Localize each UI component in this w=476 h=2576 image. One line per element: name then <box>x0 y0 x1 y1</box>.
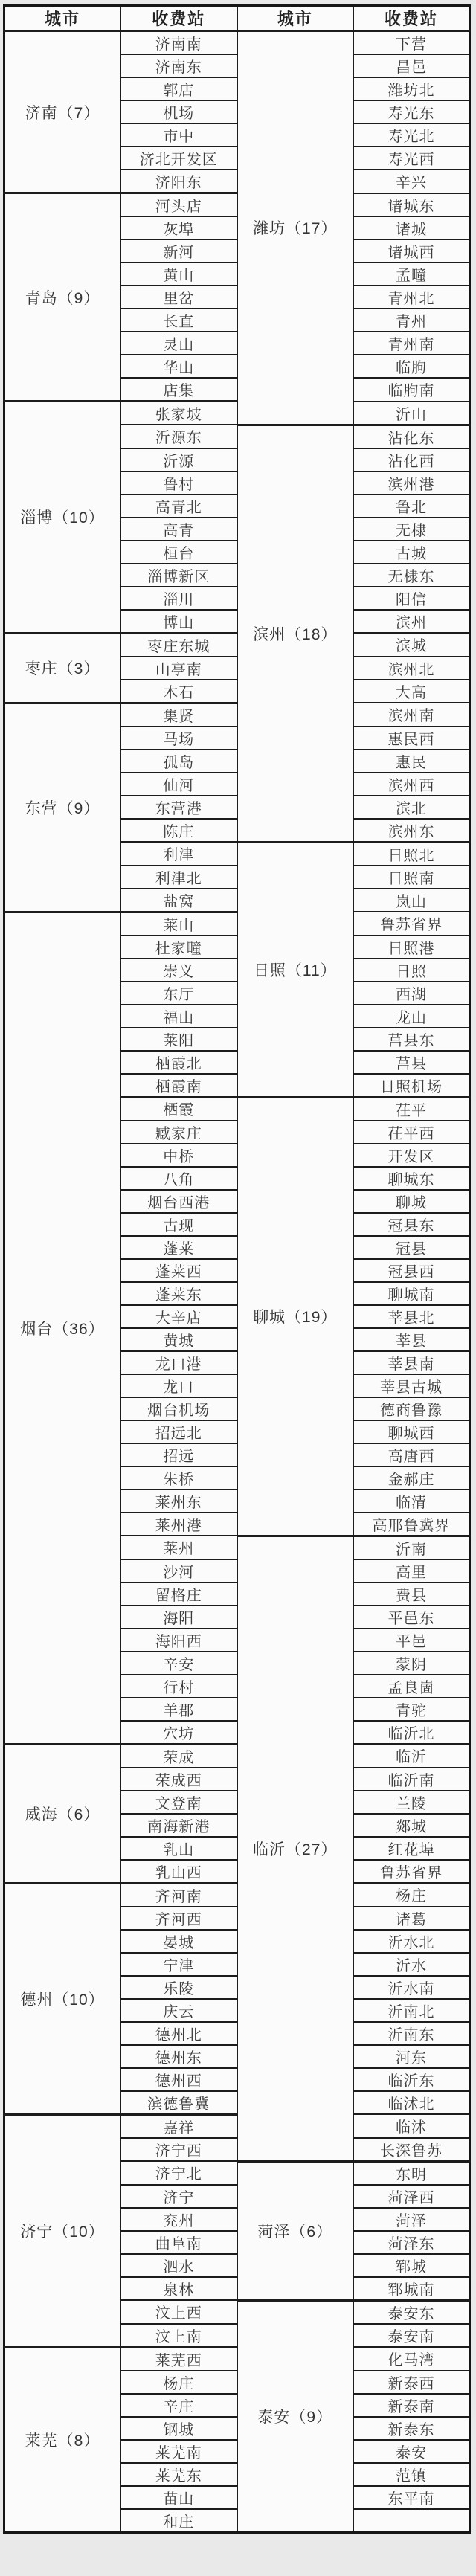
left-station-cell: 莱山 <box>120 912 237 936</box>
left-station-cell: 蓬莱东 <box>120 1282 237 1305</box>
right-station-cell: 滨州港 <box>353 471 470 495</box>
left-station-cell: 淄川 <box>120 587 237 610</box>
right-station-cell: 河东 <box>353 2045 470 2068</box>
left-station-cell: 崇义 <box>120 959 237 982</box>
right-station-cell: 沂南 <box>353 1536 470 1559</box>
right-station-cell: 临沂 <box>353 1744 470 1768</box>
left-station-cell: 济北开发区 <box>120 146 237 170</box>
left-city-cell: 枣庄（3） <box>4 633 121 703</box>
left-station-cell: 德州东 <box>120 2045 237 2068</box>
right-station-cell: 临朐南 <box>353 378 470 402</box>
left-station-cell: 东营港 <box>120 796 237 819</box>
right-station-cell: 西湖 <box>353 982 470 1005</box>
right-station-cell: 滨城 <box>353 633 470 657</box>
right-station-cell: 化马湾 <box>353 2347 470 2371</box>
right-station-cell: 新泰东 <box>353 2417 470 2440</box>
left-station-cell: 招远 <box>120 1443 237 1466</box>
right-station-cell: 滨州南 <box>353 703 470 727</box>
left-city-cell: 济南（7） <box>4 31 121 193</box>
left-station-cell: 德州西 <box>120 2068 237 2091</box>
right-station-cell: 沾化东 <box>353 425 470 448</box>
toll-stations-table <box>3 4 471 2534</box>
left-station-cell: 钢城 <box>120 2417 237 2440</box>
right-station-cell: 新泰南 <box>353 2394 470 2417</box>
right-station-cell: 寿光北 <box>353 123 470 146</box>
left-station-cell: 沂源 <box>120 448 237 471</box>
left-station-cell: 市中 <box>120 123 237 146</box>
left-station-cell: 沂源东 <box>120 425 237 448</box>
left-station-cell: 晏城 <box>120 1930 237 1953</box>
right-station-cell: 辛兴 <box>353 170 470 193</box>
table-row <box>4 31 470 55</box>
left-station-cell: 留格庄 <box>120 1582 237 1606</box>
right-station-cell: 红花埠 <box>353 1837 470 1860</box>
right-station-cell: 金郝庄 <box>353 1466 470 1490</box>
right-station-cell: 菏泽 <box>353 2208 470 2231</box>
left-station-cell: 庆云 <box>120 1999 237 2022</box>
left-station-cell: 博山 <box>120 610 237 634</box>
left-station-cell: 龙口港 <box>120 1351 237 1374</box>
left-station-cell: 辛庄 <box>120 2394 237 2417</box>
right-station-cell: 诸城 <box>353 216 470 239</box>
right-station-cell: 青州 <box>353 309 470 332</box>
right-city-cell: 泰安（9） <box>237 2300 354 2532</box>
left-station-cell: 黄山 <box>120 263 237 286</box>
table-header-row <box>4 6 470 31</box>
right-station-cell: 潍坊北 <box>353 77 470 100</box>
right-station-cell: 惠民西 <box>353 727 470 750</box>
right-station-cell: 沂水北 <box>353 1930 470 1953</box>
left-station-cell: 郭店 <box>120 77 237 100</box>
right-station-cell: 大高 <box>353 680 470 703</box>
left-station-cell: 中桥 <box>120 1144 237 1167</box>
right-station-cell: 聊城 <box>353 1190 470 1213</box>
right-station-cell: 沂水 <box>353 1953 470 1976</box>
right-station-cell: 费县 <box>353 1582 470 1606</box>
right-station-cell: 高里 <box>353 1559 470 1582</box>
right-station-cell: 青驼 <box>353 1698 470 1721</box>
right-station-cell: 滨北 <box>353 796 470 819</box>
right-station-cell: 沂南东 <box>353 2022 470 2045</box>
right-station-cell: 昌邑 <box>353 54 470 77</box>
left-station-cell: 济阳东 <box>120 170 237 193</box>
left-station-cell: 淄博新区 <box>120 564 237 587</box>
right-station-cell: 聊城西 <box>353 1420 470 1443</box>
left-station-cell: 乐陵 <box>120 1976 237 1999</box>
left-station-cell: 龙口 <box>120 1374 237 1397</box>
left-station-cell: 木石 <box>120 680 237 703</box>
left-station-cell: 莱州港 <box>120 1513 237 1536</box>
right-city-cell: 菏泽（6） <box>237 2161 354 2300</box>
right-station-cell: 临沂南 <box>353 1768 470 1791</box>
right-station-cell: 寿光西 <box>353 146 470 170</box>
column-header-station-left: 收费站 <box>120 6 237 31</box>
right-station-cell: 临朐 <box>353 355 470 378</box>
right-station-cell: 莘县 <box>353 1328 470 1351</box>
left-station-cell: 和庄 <box>120 2509 237 2533</box>
left-station-cell: 马场 <box>120 727 237 750</box>
left-station-cell: 陈庄 <box>120 819 237 843</box>
right-station-cell: 平邑 <box>353 1629 470 1652</box>
right-station-cell: 下营 <box>353 31 470 55</box>
left-station-cell: 大辛店 <box>120 1305 237 1328</box>
left-city-cell: 济宁（10） <box>4 2114 121 2347</box>
left-station-cell: 东厅 <box>120 982 237 1005</box>
right-station-cell: 德商鲁豫 <box>353 1397 470 1420</box>
right-station-cell: 莘县北 <box>353 1305 470 1328</box>
left-station-cell: 新河 <box>120 239 237 263</box>
right-station-cell: 鲁苏省界 <box>353 912 470 936</box>
left-station-cell: 济宁 <box>120 2185 237 2208</box>
left-station-cell: 济宁西 <box>120 2138 237 2162</box>
right-station-cell: 泰安东 <box>353 2300 470 2324</box>
right-station-cell: 滨州西 <box>353 773 470 796</box>
right-station-cell: 郓城 <box>353 2254 470 2277</box>
right-city-cell: 日照（11） <box>237 842 354 1097</box>
right-station-cell: 临沭 <box>353 2114 470 2138</box>
left-station-cell: 南海新港 <box>120 1814 237 1837</box>
left-station-cell: 海阳西 <box>120 1629 237 1652</box>
right-station-cell: 沂水南 <box>353 1976 470 1999</box>
left-city-cell: 淄博（10） <box>4 402 121 634</box>
left-station-cell: 八角 <box>120 1167 237 1190</box>
right-station-cell: 岚山 <box>353 889 470 912</box>
left-station-cell: 辛安 <box>120 1652 237 1675</box>
left-station-cell: 鲁村 <box>120 471 237 495</box>
left-station-cell: 灵山 <box>120 332 237 355</box>
left-station-cell: 莱芜南 <box>120 2440 237 2463</box>
right-station-cell: 杨庄 <box>353 1883 470 1907</box>
left-station-cell: 灰埠 <box>120 216 237 239</box>
right-station-cell: 日照机场 <box>353 1074 470 1098</box>
right-station-cell: 兰陵 <box>353 1791 470 1814</box>
right-station-cell: 泰安南 <box>353 2324 470 2348</box>
left-station-cell: 文登南 <box>120 1791 237 1814</box>
right-station-cell: 古城 <box>353 541 470 564</box>
right-station-cell: 滨州东 <box>353 819 470 843</box>
left-station-cell: 嘉祥 <box>120 2114 237 2138</box>
left-station-cell: 德州北 <box>120 2022 237 2045</box>
right-station-cell: 长深鲁苏 <box>353 2138 470 2162</box>
right-station-cell: 滨州 <box>353 610 470 634</box>
column-header-city-right: 城市 <box>237 6 354 31</box>
right-station-cell: 冠县 <box>353 1236 470 1259</box>
right-station-cell: 滨州北 <box>353 657 470 680</box>
left-station-cell: 乳山西 <box>120 1860 237 1884</box>
right-station-cell: 寿光东 <box>353 100 470 123</box>
left-station-cell: 集贤 <box>120 703 237 727</box>
left-station-cell: 华山 <box>120 355 237 378</box>
left-city-cell: 莱芜（8） <box>4 2347 121 2532</box>
left-station-cell: 苗山 <box>120 2486 237 2509</box>
left-station-cell: 高青 <box>120 518 237 541</box>
right-station-cell: 高邢鲁冀界 <box>353 1513 470 1536</box>
left-city-cell: 烟台（36） <box>4 912 121 1744</box>
left-station-cell: 穴坊 <box>120 1721 237 1745</box>
right-station-cell: 东明 <box>353 2161 470 2185</box>
right-station-cell: 蒙阴 <box>353 1652 470 1675</box>
left-station-cell: 莱芜西 <box>120 2347 237 2371</box>
left-station-cell: 汶上西 <box>120 2300 237 2324</box>
left-station-cell: 泉林 <box>120 2277 237 2301</box>
right-station-cell: 临沂北 <box>353 1721 470 1745</box>
left-city-cell: 德州（10） <box>4 1883 121 2114</box>
left-station-cell: 烟台机场 <box>120 1397 237 1420</box>
left-station-cell: 沙河 <box>120 1559 237 1582</box>
right-station-cell: 诸城东 <box>353 193 470 217</box>
left-station-cell: 利津 <box>120 842 237 866</box>
right-city-cell: 滨州（18） <box>237 425 354 842</box>
right-station-cell: 沾化西 <box>353 448 470 471</box>
right-station-cell: 茌平西 <box>353 1121 470 1144</box>
right-station-cell: 聊城东 <box>353 1167 470 1190</box>
right-station-cell: 新泰西 <box>353 2371 470 2394</box>
left-station-cell: 店集 <box>120 378 237 402</box>
left-station-cell: 莱州东 <box>120 1490 237 1513</box>
left-station-cell: 黄城 <box>120 1328 237 1351</box>
right-station-cell: 东平南 <box>353 2486 470 2509</box>
left-station-cell: 高青北 <box>120 495 237 518</box>
left-city-cell: 东营（9） <box>4 703 121 912</box>
right-station-cell: 郯城 <box>353 1814 470 1837</box>
right-station-cell: 阳信 <box>353 587 470 610</box>
left-station-cell: 孤岛 <box>120 750 237 773</box>
right-station-cell: 鲁北 <box>353 495 470 518</box>
right-station-cell: 日照港 <box>353 936 470 959</box>
right-station-cell: 莘县南 <box>353 1351 470 1374</box>
left-station-cell: 杜家疃 <box>120 936 237 959</box>
left-station-cell: 古现 <box>120 1213 237 1236</box>
right-station-cell: 龙山 <box>353 1005 470 1028</box>
left-station-cell: 羊郡 <box>120 1698 237 1721</box>
right-station-cell: 范镇 <box>353 2463 470 2486</box>
left-station-cell: 齐河西 <box>120 1907 237 1930</box>
left-station-cell: 滨德鲁冀 <box>120 2091 237 2115</box>
right-station-cell: 日照南 <box>353 866 470 889</box>
left-station-cell: 盐窝 <box>120 889 237 912</box>
right-station-cell: 青州北 <box>353 286 470 309</box>
left-station-cell: 杨庄 <box>120 2371 237 2394</box>
right-city-cell: 聊城（19） <box>237 1097 354 1536</box>
left-station-cell: 莱州 <box>120 1536 237 1559</box>
left-station-cell: 仙河 <box>120 773 237 796</box>
left-station-cell: 汶上南 <box>120 2324 237 2348</box>
left-station-cell: 济宁北 <box>120 2161 237 2185</box>
left-station-cell: 张家坡 <box>120 402 237 425</box>
column-header-city-left: 城市 <box>4 6 121 31</box>
right-station-cell: 孟良崮 <box>353 1675 470 1698</box>
left-station-cell: 朱桥 <box>120 1466 237 1490</box>
left-station-cell: 山亭南 <box>120 657 237 680</box>
left-station-cell: 行村 <box>120 1675 237 1698</box>
left-station-cell: 招远北 <box>120 1420 237 1443</box>
left-station-cell: 济南南 <box>120 31 237 55</box>
left-station-cell: 蓬莱西 <box>120 1259 237 1282</box>
left-station-cell: 莱芜东 <box>120 2463 237 2486</box>
right-station-cell: 平邑东 <box>353 1606 470 1629</box>
right-station-cell: 开发区 <box>353 1144 470 1167</box>
left-station-cell: 烟台西港 <box>120 1190 237 1213</box>
left-station-cell: 臧家庄 <box>120 1121 237 1144</box>
right-station-cell: 聊城南 <box>353 1282 470 1305</box>
right-station-cell: 冠县东 <box>353 1213 470 1236</box>
right-station-cell: 无棣东 <box>353 564 470 587</box>
right-station-cell: 泰安 <box>353 2440 470 2463</box>
left-station-cell: 桓台 <box>120 541 237 564</box>
right-station-cell: 高唐西 <box>353 1443 470 1466</box>
right-station-cell: 茌平 <box>353 1097 470 1121</box>
right-station-cell: 诸城西 <box>353 239 470 263</box>
left-station-cell: 海阳 <box>120 1606 237 1629</box>
right-station-cell: 孟疃 <box>353 263 470 286</box>
left-station-cell: 栖霞北 <box>120 1051 237 1074</box>
right-station-cell: 无棣 <box>353 518 470 541</box>
left-station-cell: 机场 <box>120 100 237 123</box>
right-city-cell: 潍坊（17） <box>237 31 354 425</box>
left-city-cell: 威海（6） <box>4 1744 121 1883</box>
right-city-cell: 临沂（27） <box>237 1536 354 2161</box>
left-station-cell: 荣成西 <box>120 1768 237 1791</box>
left-station-cell: 兖州 <box>120 2208 237 2231</box>
left-station-cell: 齐河南 <box>120 1883 237 1907</box>
left-station-cell: 福山 <box>120 1005 237 1028</box>
right-station-cell: 菏泽西 <box>353 2185 470 2208</box>
right-station-cell <box>353 2509 470 2533</box>
right-station-cell: 菏泽东 <box>353 2231 470 2254</box>
right-station-cell: 惠民 <box>353 750 470 773</box>
left-station-cell: 栖霞南 <box>120 1074 237 1098</box>
left-station-cell: 乳山 <box>120 1837 237 1860</box>
left-station-cell: 宁津 <box>120 1953 237 1976</box>
left-station-cell: 荣成 <box>120 1744 237 1768</box>
toll-table-body <box>4 31 470 2533</box>
right-station-cell: 日照北 <box>353 842 470 866</box>
left-city-cell: 青岛（9） <box>4 193 121 402</box>
left-station-cell: 里岔 <box>120 286 237 309</box>
left-station-cell: 莱阳 <box>120 1028 237 1051</box>
left-station-cell: 枣庄东城 <box>120 633 237 657</box>
right-station-cell: 临沭北 <box>353 2091 470 2115</box>
left-station-cell: 蓬莱 <box>120 1236 237 1259</box>
right-station-cell: 莒县 <box>353 1051 470 1074</box>
left-station-cell: 曲阜南 <box>120 2231 237 2254</box>
right-station-cell: 沂南北 <box>353 1999 470 2022</box>
right-station-cell: 青州南 <box>353 332 470 355</box>
left-station-cell: 泗水 <box>120 2254 237 2277</box>
right-station-cell: 郓城南 <box>353 2277 470 2301</box>
right-station-cell: 诸葛 <box>353 1907 470 1930</box>
left-station-cell: 长直 <box>120 309 237 332</box>
right-station-cell: 莒县东 <box>353 1028 470 1051</box>
right-station-cell: 临清 <box>353 1490 470 1513</box>
right-station-cell: 冠县西 <box>353 1259 470 1282</box>
right-station-cell: 莘县古城 <box>353 1374 470 1397</box>
right-station-cell: 日照 <box>353 959 470 982</box>
left-station-cell: 河头店 <box>120 193 237 217</box>
column-header-station-right: 收费站 <box>353 6 470 31</box>
left-station-cell: 利津北 <box>120 866 237 889</box>
left-station-cell: 栖霞 <box>120 1097 237 1121</box>
left-station-cell: 济南东 <box>120 54 237 77</box>
right-station-cell: 沂山 <box>353 402 470 425</box>
right-station-cell: 临沂东 <box>353 2068 470 2091</box>
right-station-cell: 鲁苏省界 <box>353 1860 470 1884</box>
